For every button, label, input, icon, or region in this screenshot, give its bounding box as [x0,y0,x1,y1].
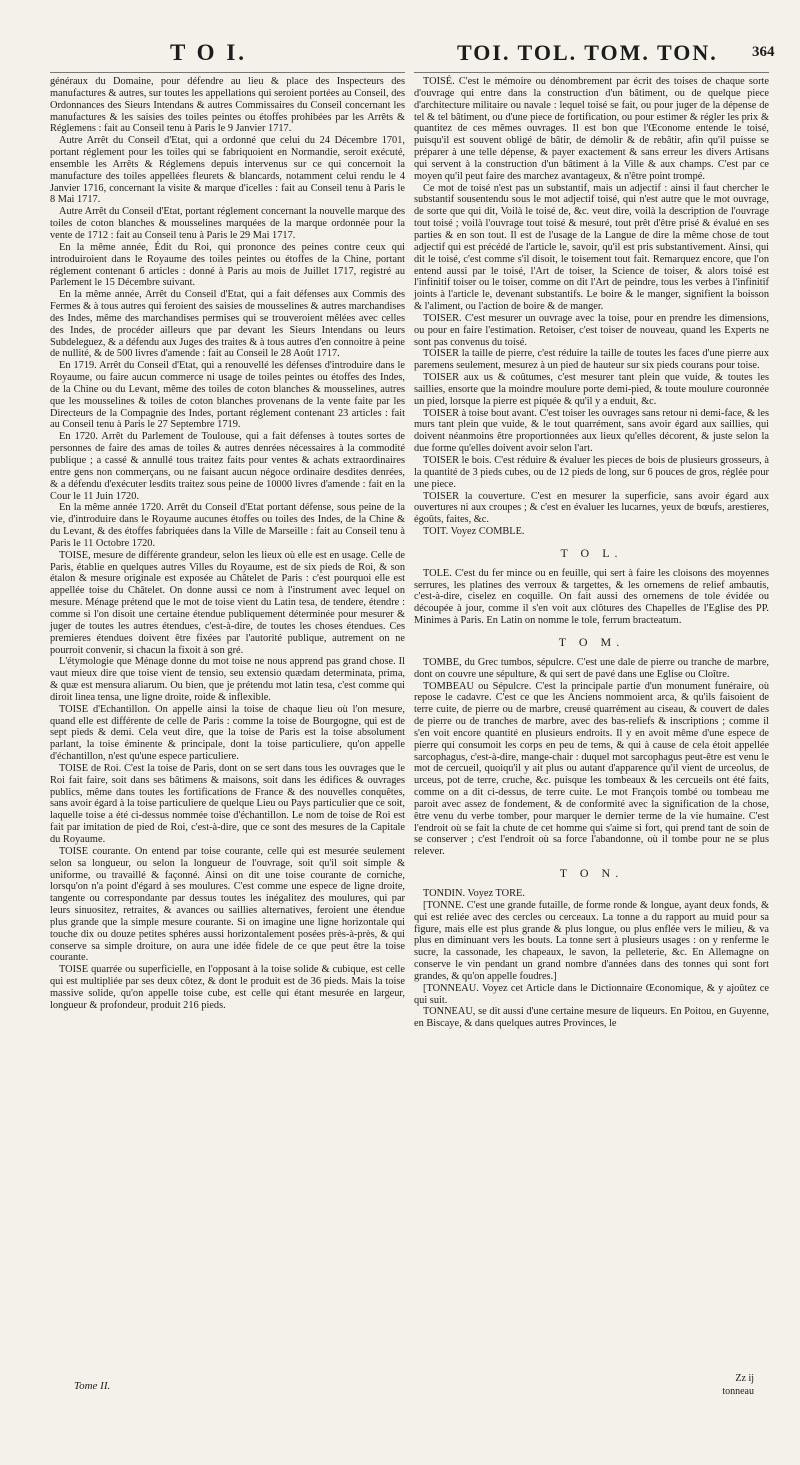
paragraph: En 1719. Arrêt du Conseil d'Etat, qui a renouvellé les défenses d'introduire dans le Royaume, ou faire aucun commerce ni usage de toiles peintes ou étoffes des Indes, de la Chine ou du Levant, même des toiles de coton blanches & mousselines, autres que les mousselines & toiles de coton blanches provenans de la vente faite par les Directeurs de la Compagnie des Indes, portant réglement contenant 23 articles : fait au Conseil tenu à Paris le 27 Septembre 1719. [50,360,405,431]
paragraph: L'étymologie que Ménage donne du mot toise ne nous apprend pas grand chose. Il vaut mieux dire que toise vient de tensio, seu extensio quædam determinata, prima, & quæ est mensura aliarum. Ou bien, que je prétendu mot latin tesa, c'est comme qui diroit linea tensa, une ligne droite, roide & inflexible. [50,656,405,703]
paragraph: Autre Arrêt du Conseil d'Etat, portant réglement concernant la nouvelle marque des toiles de coton blanches & mousselines marquées de la marque ordonnée pour la vente de 1712 : fait au Conseil tenu à Paris le 29 Mai 1717. [50,206,405,241]
entry-toiser-bout-avant: TOISER à toise bout avant. C'est toiser les ouvrages sans retour ni demi-face, & les murs tant plein que vuide, & le tout quarrément, sans avoir égard aux saillies, qui doivent néanmoins être proportionnées aux lieux qu'elles décorent, & juste selon la due forme qu'elles doivent avoir selon l'art. [414,407,769,455]
header-rule-right [414,72,769,73]
paragraph: généraux du Domaine, pour défendre au lieu & place des Inspecteurs des manufactures & autres, sur toutes les appellations qui seroient portées au Conseil, des Ordonnances des Sieurs Intendans & autres Commissaires du Conseil concernant les manufactures & les saisies des toiles peintes ou étoffes prohibées par les Arrêts & Réglemens : fait au Conseil tenu à Paris le 9 Janvier 1717. [50,76,405,135]
entry-toiser-bois: TOISER le bois. C'est réduire & évaluer les pieces de bois de plusieurs grosseurs, à la quantité de 3 pieds cubes, ou de 12 pieds de long, sur 6 pouces de gros, réglée pour une piece. [414,455,769,490]
entry-toiser-taille: TOISER la taille de pierre, c'est réduire la taille de toutes les faces d'une pierre aux paremens seulement, mesurez à un pied de hauteur sur six pieds courans pour toise. [414,348,769,372]
left-column [50,76,405,1012]
entry-toise: TOISE, mesure de différente grandeur, selon les lieux où elle est en usage. Celle de Paris, établie en quelques autres Villes du Royaume, est de six pieds de Roi, & son étalon & mesure originale est exposée au Châtelet de Paris : c'est pourquoi elle est appellée toise du Châtelet. On donne aussi ce nom à l'instrument avec lequel on mesure. Ménage prétend que le mot de toise vient du Latin tesa, de tendere, étendre : comme si l'on disoit une certaine étendue publiquement déterminée pour mesurer & juger de toutes les autres étendues, c'est-à-dire, de toutes les choses étendues. Ces premieres étendues doivent être fixées par l'autorité publique, autrement on ne pourroit convenir, si chacun la fixoit à son gré. [50,549,405,656]
running-head-left: T O I. [170,40,248,65]
volume-mark: Tome II. [74,1380,111,1392]
paragraph: En 1720. Arrêt du Parlement de Toulouse, qui a fait défenses à toutes sortes de personnes de faire des amas de toiles & autres denrées nécessaires à la commodité publique ; a cassé & annullé tous traitez faits pour ventes & achats extraordinaires entre gens non commerçans, ou ne faisant aucun négoce ordinaire desdites denrées, & a défendu d'exécuter lesdits traitez sous peine de 10000 livres d'amende : fait en la Cour le 11 Juin 1720. [50,431,405,502]
entry-tonne: [TONNE. C'est une grande futaille, de forme ronde & longue, ayant deux fonds, & qui est reliée avec des cercles ou cerceaux. La tonne a du rapport au muid pour sa figure, mais elle est plus grande & plus longue, ou plus enflée vers le milieu, & va plus en diminuant vers les bouts. La tonne sert à plusieurs usages : on y renferme le sucre, la cassonade, les chapeaux, le savon, la pelleterie, &c. En Allemagne on conserve le vin pendant un grand nombre d'années dans des tonnes qui sont fort grandes, & qu'on appelle foudres.] [414,899,769,982]
entry-toise-de-roi: TOISE de Roi. C'est la toise de Paris, dont on se sert dans tous les ouvrages que le Roi fait faire, soit dans ses bâtimens & maisons, soit dans les édifices & ouvrages publics, même dans toutes les fortifications de France & des nouvelles conquêtes, sans avoir égard à la toise particuliere de quelque Lieu ou Pays particulier que ce soit, laquelle toise a été ci-dessus nommée toise d'échantillon. Le nom de toise de Roi est fait par imitation de pied de Roi, c'est-à-dire, que ce sont des mesures de la Capitale du Royaume. [50,762,406,845]
right-column [414,76,769,1030]
entry-toise-memoire: TOISÉ. C'est le mémoire ou dénombrement par écrit des toises de chaque sorte d'ouvrage qui entre dans la construction d'un bâtiment, ou de quelque piece d'architecture militaire ou navale : lequel toisé se fait, ou pour juger de la dépense de tel & tel bâtiment, ou d'une piece de fortification, ou pour estimer & régler les prix & quantitez de ces mêmes ouvrages. Il est bon que l'Œconome entende le toisé, puisqu'il est souvent obligé de bâtir, de démolir & de rebâtir, afin qu'il puisse se préparer à une telle dépense, & payer exactement & sans erreur les divers Artisans qui servent à la construction d'un bâtiment à la Ville & aux champs. C'est par ce moyen qu'il peut faire des marchez avantageux, & n'être point trompé. [414,76,769,182]
paragraph: Ce mot de toisé n'est pas un substantif, mais un adjectif : ainsi il faut chercher le substantif sousentendu sous le mot adjectif toisé, qui n'est autre que le mot ouvrage, de sorte que qui dit, Voilà le toisé de, &c. veut dire, voilà la description de l'ouvrage tout toisé ; voilà l'ouvrage tout toisé & mesuré, tout prêt d'être prisé & évalué en ses parties & en son tout. Il est de l'usage de la Langue de dire la même chose de tout adjectif qui est précédé de l'article le, savoir, qu'il est pris substantivement. Ainsi, qui dit le toisé, c'est comme s'il disoit, le toisement tout fait. Remarquez encore, que l'on entend aussi par le toisé, l'Art de toiser, la Science de toiser, & alors toisé est l'infinitif toiser ou le toiser, comme on dit l'Art de peindre, tous les verbes à l'infinitif joints à l'article le, devenant substantifs. Le boire & le manger, signifient la boisson & l'aliment, ou l'action de boire & de manger. [414,182,769,313]
entry-toiser: TOISER. C'est mesurer un ouvrage avec la toise, pour en prendre les dimensions, ou pour en faire l'estimation. Retoiser, c'est toiser de nouveau, quand les Experts ne sont pas convenus du toisé. [414,312,769,348]
entry-tole: TOLE. C'est du fer mince ou en feuille, qui sert à faire les cloisons des moyennes serrures, les platines des verroux & targettes, & les ornemens de relief ambautis, c'est-à-dire, ciselez en coquille. On fait aussi des ornemens de tole évidée ou découpée à jour, comme il s'en voit aux clôtures des Chapelles de l'Eglise des PP. Minimes à Paris. En Latin on nomme le tole, ferrum bracteatum. [414,567,769,627]
entry-toit: TOIT. Voyez COMBLE. [423,526,525,538]
paragraph: TONNEAU, se dit aussi d'une certaine mesure de liqueurs. En Poitou, en Guyenne, en Biscaye, & dans quelques autres Provinces, le [414,1006,769,1030]
footer-right [722,1372,754,1398]
entry-tondin: TONDIN. Voyez TORE. [423,888,525,899]
paragraph: En la même année 1720. Arrêt du Conseil d'Etat portant défense, sous peine de la vie, d'introduire dans le Royaume aucunes étoffes ou toiles des Indes, de la Chine & du Levant, & des étoffes fabriquées dans la Ville de Marseille : fait au Conseil tenu à Paris le 11 Octobre 1720. [50,502,405,549]
entry-toiser-couverture: TOISER la couverture. C'est en mesurer la superficie, sans avoir égard aux ouvertures ni aux croupes ; & c'est en évaluer les lucarnes, yeux de bœufs, arestieres, égoûts, faites, &c. [414,490,769,526]
header-rule-left [50,72,405,73]
entry-tonneau: [TONNEAU. Voyez cet Article dans le Dictionnaire Œconomique, & y ajoûtez ce qui suit. [414,982,769,1006]
entry-toise-quarree: TOISE quarrée ou superficielle, en l'opposant à la toise solide & cubique, est celle qui est multipliée par ses deux côtez, & dont le produit est de 36 pieds. Mais la toise massive solide, qu'on appelle toise cube, est celle qui étant mesurée en largeur, longueur & profondeur, produit 216 pieds. [50,964,405,1011]
paragraph: Autre Arrêt du Conseil d'Etat, qui a ordonné que celui du 24 Décembre 1701, portant réglement pour les toiles qui se fabriquoient en Normandie, seroit exécuté, ensemble les Arrêts & Réglemens depuis intervenus sur ce qui concernoit la manufacture des toiles appellées fleurets & blancards, notamment celui rendu le 4 Janvier 1716, concernant la visite & marque d'icelles : fait au Conseil tenu à Paris le 8 Mai 1717. [50,135,405,206]
page-number: 364 [752,44,775,60]
entry-toise-echantillon: TOISE d'Echantillon. On appelle ainsi la toise de chaque lieu où l'on mesure, quand elle est différente de celle de Paris : comme la toise de Bourgogne, qui est de sept pieds & demi. Cela veut dire, que la toise de Paris est la toise absolument parlant, la toise éminente & principale, dont la toise particuliere, qu'on appelle d'échantillon, n'est qu'une espece particuliere. [50,703,405,763]
entry-toiser-us: TOISER aux us & coûtumes, c'est mesurer tant plein que vuide, & toutes les saillies, ensorte que la moindre moulure porte demi-pied, & toute moulure couronnée un pied, lorsque la pierre est piquée & qu'il y a enduit, &c. [414,372,769,407]
paragraph: En la même année, Édit du Roi, qui prononce des peines contre ceux qui introduiroient dans le Royaume des toiles peintes ou étoffes de la Chine, portant réglement contenant 6 articles : donné à Paris au mois de Juillet 1717, registré au Parlement le 15 Décembre suivant. [50,241,405,289]
catchword: tonneau [722,1386,754,1397]
signature-mark: Zz ij [735,1373,754,1384]
section-heading-ton: T O N. [559,866,624,881]
paragraph: En la même année, Arrêt du Conseil d'Etat, qui a fait défenses aux Commis des Fermes & à tous autres qui feroient des saisies de mousselines & autres marchandises des Indes, même des marchandises permises qui se trouveroient mêlées avec celles des Indes, de procéder ailleurs que par devant les Sieurs Intendans ou leurs Subdeleguez, & a défendu aux Juges des traites & à tous autres d'en connoitre à peine de nullité, & de 500 livres d'amende : fait au Conseil le 28 Août 1717. [50,289,405,360]
section-heading-tom: T O M. [558,634,625,649]
entry-toise-courante: TOISE courante. On entend par toise courante, celle qui est mesurée seulement selon sa longueur, ou selon la longueur de l'ouvrage, soit qu'il soit simple & uniforme, ou travaillé & façonné. Ainsi on dit une toise courante de corniche, lorsqu'on n'a point d'égard à ses moulures. C'est comme une espece de ligne droite, tangente ou correspondante par dessus toutes les inégalitez des moulures, qui par leurs sinuositez, retraites, & avances ou saillies alternatives, feroient une étendue plus grande que la simple mesure courante. Si on imagine une ligne horizontale qui touche dix ou douze petites sphéres aussi horizontalement posées près-à-près, & qui conserve sa simple droiture, on aura une idée fidele de ce que peut être la toise courante. [50,845,405,964]
running-head-right: TOI. TOL. TOM. TON. [457,40,718,65]
entry-tombe: TOMBE, du Grec tumbos, sépulcre. C'est une dale de pierre ou tranche de marbre, dont on couvre une sépulture, & qui sert de pavé dans une Eglise ou Cloître. [414,656,769,680]
entry-tombeau: TOMBEAU ou Sépulcre. C'est la principale partie d'un monument funéraire, où repose le cadavre. C'est ce que les Anciens nommoient arca, & qu'ils faisoient de terre cuite, de pierre ou de marbre, creusé quarrément au ciseau, & couvert de dales de pierre ou de tranches de marbre, avec des bas-reliefs & inscriptions ; comme il s'en voit encore quantité en plusieurs endroits. Il y en avoit même d'une espece de pierre qui consumoit les corps en peu de tems, & qui à cause de cela étoit appellée sarcophagus, c'est-à-dire, mange-chair : duquel mot sarcophagus peut-être est venu le mot de cercueil, quoiqu'il y ait plus ou autant d'apparence qu'il vient de urceolus, de urceus, pot de terre, cruche, &c. puisque les tombeaux & les cercueils ont été faits, comme on a dit ci-dessus, de terre cuite. Le mot François tombé ou tombeau me paroit avec assez de fondement, & de conformité avec la signification de la chose, être venu du verbe tomber, pour marquer le dernier terme de la vie humaine. C'est l'endroit où se fait la chute de cet homme qui s'aime si fort, qui prend tant de soin de se conserver ; c'est l'endroit où sa force l'abandonne, où il tombe pour ne se plus relever. [414,680,769,858]
section-heading-tol: T O L. [560,545,623,560]
